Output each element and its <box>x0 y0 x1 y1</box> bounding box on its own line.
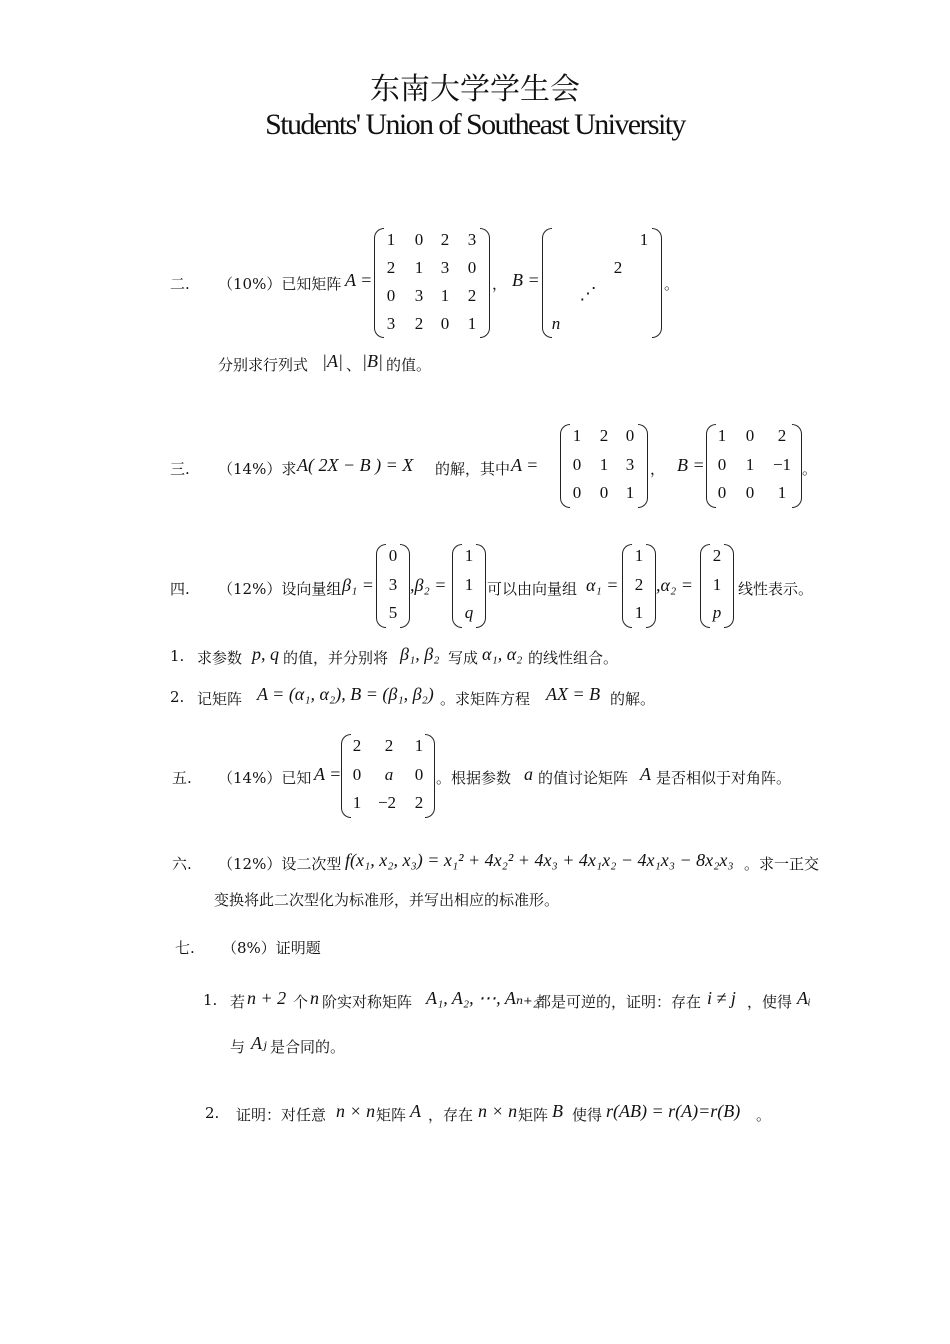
matrix-cell: 0 <box>386 286 396 305</box>
matrix-cell: 2 <box>384 736 394 755</box>
matrix-cell: 1 <box>599 455 609 474</box>
vector-cell: p <box>712 603 722 622</box>
q7-sub2-text: 矩阵 <box>376 1106 407 1124</box>
vector-cell: q <box>464 603 474 622</box>
q7-sub1-n: n <box>310 988 319 1008</box>
q4-sub1-text: 的线性组合。 <box>528 649 619 667</box>
q2-score: （10%）已知矩阵 <box>218 275 342 293</box>
q4-sub1-text: 求参数 <box>197 649 243 667</box>
matrix-cell: 1 <box>414 736 424 755</box>
q7-sub1-Aj: Aⱼ <box>251 1033 267 1053</box>
q3-score: （14%）求 <box>218 460 297 478</box>
matrix-cell: 1 <box>777 483 787 502</box>
matrix-cell: −1 <box>772 455 792 474</box>
matrix-cell: 3 <box>414 286 424 305</box>
matrix-cell: 0 <box>467 258 477 277</box>
q2-number: 二. <box>170 275 190 293</box>
q3-A-label: A = <box>511 455 539 475</box>
matrix-cell: 0 <box>599 483 609 502</box>
vector-cell: 1 <box>464 575 474 594</box>
q2-task-end: 的值。 <box>386 356 432 374</box>
q2-end: 。 <box>664 275 680 293</box>
q7-sub1-text: 是合同的。 <box>270 1038 346 1056</box>
vector-cell: 1 <box>712 575 722 594</box>
q3-mid: 的解，其中 <box>435 460 511 478</box>
q7-sub1-text: 都是可逆的，证明：存在 <box>536 993 702 1011</box>
q6-text: 。求一正交 <box>744 855 820 873</box>
q2-separator: ， <box>492 275 508 293</box>
q4-sub1-text: 的值，并分别将 <box>283 649 389 667</box>
vector-cell: 5 <box>388 603 398 622</box>
q7-sub2-number: 2. <box>205 1104 220 1122</box>
q4-vector-beta1 <box>376 544 410 628</box>
matrix-cell: 2 <box>599 426 609 445</box>
matrix-cell: n <box>551 314 561 333</box>
matrix-cell: 3 <box>440 258 450 277</box>
q5-text: 。根据参数 <box>436 769 512 787</box>
matrix-cell: 1 <box>414 258 424 277</box>
matrix-cell: 0 <box>414 230 424 249</box>
q4-number: 四. <box>170 580 190 598</box>
q7-sub2-B: B <box>552 1101 563 1121</box>
q7-sub2-nn2: n × n <box>478 1101 518 1121</box>
matrix-cell: ⋰ <box>579 284 597 303</box>
page-title-cn: 东南大学学生会 <box>370 72 580 107</box>
vector-cell: 1 <box>464 546 474 565</box>
q4-sub2-number: 2. <box>170 688 185 706</box>
q7-sub2-A: A <box>410 1101 421 1121</box>
vector-cell: 3 <box>388 575 398 594</box>
matrix-cell: 2 <box>613 258 623 277</box>
q6-score: （12%）设二次型 <box>218 855 342 873</box>
q2-matrix-A <box>374 228 490 338</box>
matrix-cell: 0 <box>745 426 755 445</box>
q3-end: 。 <box>802 460 818 478</box>
q4-score: （12%）设向量组 <box>218 580 342 598</box>
q7-sub1-text: 若 <box>230 993 246 1011</box>
q4-sub1-pq: p, q <box>252 644 279 664</box>
vector-cell: 1 <box>634 603 644 622</box>
q2-detB: |B| <box>362 351 383 371</box>
q4-sub2-text: 记矩阵 <box>197 690 243 708</box>
matrix-cell: 1 <box>467 314 477 333</box>
matrix-cell: 3 <box>386 314 396 333</box>
matrix-cell: 1 <box>352 793 362 812</box>
q7-sub1-matrices: A₁, A₂, ⋯, Aₙ₊₂ <box>426 988 539 1008</box>
matrix-cell: 0 <box>414 765 424 784</box>
q7-sub2-equation: r(AB) = r(A)=r(B) <box>606 1101 741 1121</box>
q6-text: 变换将此二次型化为标准形，并写出相应的标准形。 <box>214 891 560 909</box>
q7-sub1-ij: i ≠ j <box>707 988 736 1008</box>
matrix-cell: 1 <box>639 230 649 249</box>
q4-alpha2-label: ,α₂ = <box>656 575 693 595</box>
matrix-cell: 1 <box>717 426 727 445</box>
matrix-cell: 3 <box>625 455 635 474</box>
q5-text: 是否相似于对角阵。 <box>656 769 792 787</box>
q7-sub1-Ai: Aᵢ <box>797 988 811 1008</box>
q4-vector-alpha2 <box>700 544 734 628</box>
q3-matrix-B <box>706 424 802 508</box>
vector-cell: 0 <box>388 546 398 565</box>
q3-equation: A( 2X − B ) = X <box>297 455 414 475</box>
q6-formula: f(x₁, x₂, x₃) = x₁² + 4x₂² + 4x₃ + 4x₁x₂ − 4x₁x₃ − 8x₂x₃ <box>345 850 734 870</box>
matrix-cell: 2 <box>414 793 424 812</box>
vector-cell: 1 <box>634 546 644 565</box>
q4-sub2-equation: A = (α₁, α₂), B = (β₁, β₂) <box>257 684 434 704</box>
q3-matrix-A <box>560 424 648 508</box>
vector-cell: 2 <box>712 546 722 565</box>
q5-matrix-A <box>341 734 435 818</box>
matrix-cell: 0 <box>440 314 450 333</box>
q2-matrix-B <box>542 228 662 338</box>
matrix-cell: 0 <box>745 483 755 502</box>
matrix-cell: 3 <box>467 230 477 249</box>
q5-score: （14%）已知 <box>218 769 312 787</box>
q5-mat: A <box>640 764 651 784</box>
q4-beta1-label: β₁ = <box>342 575 374 595</box>
matrix-cell: −2 <box>377 793 397 812</box>
q3-number: 三. <box>170 460 190 478</box>
q7-sub1-number: 1. <box>203 991 218 1009</box>
matrix-cell: 0 <box>625 426 635 445</box>
q3-separator: ， <box>650 460 666 478</box>
q7-sub2-text: 。 <box>756 1106 772 1124</box>
q7-sub1-n2: n + 2 <box>247 988 287 1008</box>
q4-alpha1-label: α₁ = <box>586 575 619 595</box>
q7-sub1-text: ，使得 <box>747 993 793 1011</box>
q3-B-label: B = <box>677 455 705 475</box>
q7-sub2-text: ，存在 <box>428 1106 474 1124</box>
q7-sub1-text: 与 <box>230 1038 246 1056</box>
q4-sub1-text: 写成 <box>448 649 479 667</box>
q2-task: 分别求行列式 <box>218 356 309 374</box>
q4-sub2-equation2: AX = B <box>546 684 601 704</box>
q4-end: 线性表示。 <box>738 580 814 598</box>
q4-mid: 可以由向量组 <box>487 580 578 598</box>
q5-A-label: A = <box>314 764 342 784</box>
matrix-cell: 2 <box>414 314 424 333</box>
vector-cell: 2 <box>634 575 644 594</box>
q2-dun: 、 <box>346 356 362 374</box>
q4-sub1-number: 1. <box>170 647 185 665</box>
q7-sub2-text: 证明：对任意 <box>236 1106 327 1124</box>
matrix-cell: 2 <box>352 736 362 755</box>
matrix-cell: 2 <box>467 286 477 305</box>
matrix-cell: 1 <box>572 426 582 445</box>
matrix-cell: 1 <box>745 455 755 474</box>
matrix-cell: 2 <box>440 230 450 249</box>
matrix-cell: 1 <box>625 483 635 502</box>
page-title-en: Students' Union of Southeast University <box>265 108 685 141</box>
matrix-cell: 0 <box>572 483 582 502</box>
q2-detA: |A| <box>322 351 343 371</box>
matrix-cell: a <box>384 765 394 784</box>
q4-sub2-text: 。求矩阵方程 <box>440 690 531 708</box>
q7-sub2-text: 矩阵 <box>518 1106 549 1124</box>
matrix-cell: 1 <box>386 230 396 249</box>
q5-text: 的值讨论矩阵 <box>538 769 629 787</box>
q4-sub1-betas: β₁, β₂ <box>400 644 440 664</box>
q4-sub2-text: 的解。 <box>610 690 656 708</box>
q2-B-label: B = <box>512 270 540 290</box>
q4-sub1-alphas: α₁, α₂ <box>482 644 523 664</box>
q4-vector-beta2 <box>452 544 486 628</box>
matrix-cell: 0 <box>717 455 727 474</box>
q7-sub1-text: 个 <box>293 993 309 1011</box>
q6-number: 六. <box>172 855 192 873</box>
q4-vector-alpha1 <box>622 544 656 628</box>
q7-number: 七. <box>175 939 195 957</box>
q5-param: a <box>524 764 533 784</box>
q4-beta2-label: ,β₂ = <box>410 575 447 595</box>
q7-score: （8%）证明题 <box>222 939 321 957</box>
q2-A-label: A = <box>345 270 373 290</box>
q7-sub2-text: 使得 <box>572 1106 603 1124</box>
matrix-cell: 2 <box>777 426 787 445</box>
matrix-cell: 1 <box>440 286 450 305</box>
matrix-cell: 2 <box>386 258 396 277</box>
matrix-cell: 0 <box>352 765 362 784</box>
q7-sub2-nn: n × n <box>336 1101 376 1121</box>
matrix-cell: 0 <box>717 483 727 502</box>
matrix-cell: 0 <box>572 455 582 474</box>
q7-sub1-text: 阶实对称矩阵 <box>322 993 413 1011</box>
q5-number: 五. <box>172 769 192 787</box>
